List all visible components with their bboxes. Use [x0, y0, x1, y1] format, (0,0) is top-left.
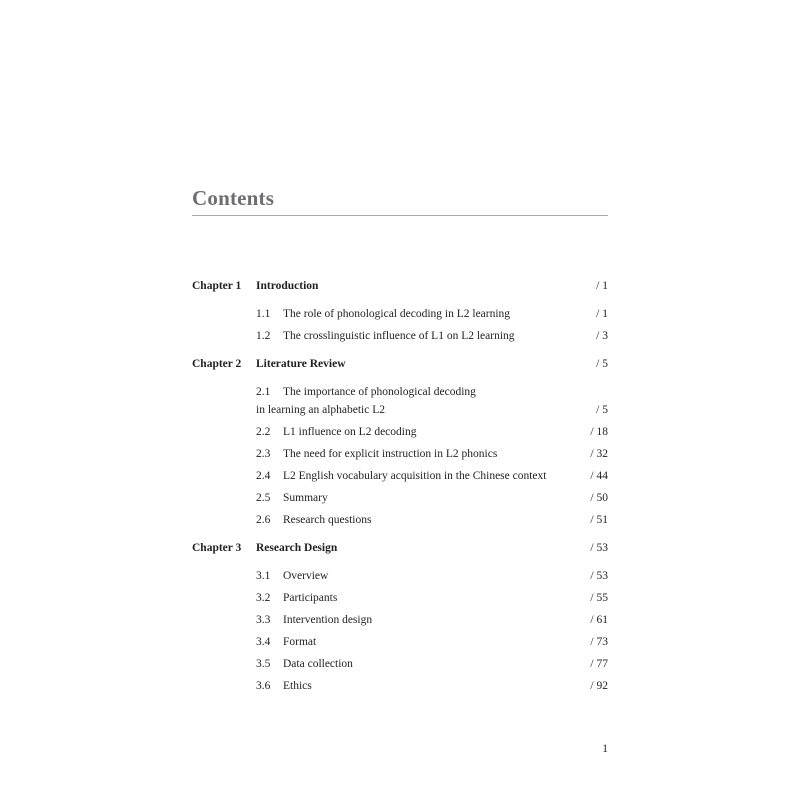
toc-section-2-1-continued[interactable] — [192, 402, 608, 418]
page-ref: / 5 — [596, 404, 608, 416]
page-ref: / 32 — [590, 448, 608, 460]
toc-chapter-3[interactable] — [192, 540, 608, 556]
section-number: 2.5 — [256, 492, 271, 504]
page-ref: / 55 — [590, 592, 608, 604]
toc-section-2-2[interactable] — [192, 424, 608, 440]
toc-section-3-3[interactable] — [192, 612, 608, 628]
section-title: Research questions — [283, 514, 372, 526]
heading-rule — [192, 215, 608, 216]
section-title: The role of phonological decoding in L2 learning — [283, 308, 511, 320]
section-title: L1 influence on L2 decoding — [283, 426, 417, 438]
section-title: Summary — [283, 492, 328, 504]
section-title-continued: in learning an alphabetic L2 — [256, 404, 386, 416]
section-number: 2.1 — [256, 386, 271, 398]
section-title: L2 English vocabulary acquisition in the Chinese context — [283, 470, 547, 482]
section-number: 2.4 — [256, 470, 271, 482]
page-ref: / 44 — [590, 470, 608, 482]
chapter-title: Research Design — [256, 542, 338, 554]
section-number: 2.2 — [256, 426, 271, 438]
page-number: 1 — [602, 743, 608, 755]
page-ref: / 77 — [590, 658, 608, 670]
section-number: 2.3 — [256, 448, 271, 460]
page-ref: / 1 — [596, 308, 608, 320]
section-number: 3.4 — [256, 636, 271, 648]
section-number: 3.5 — [256, 658, 271, 670]
toc-section-2-5[interactable] — [192, 490, 608, 506]
toc-section-3-2[interactable] — [192, 590, 608, 606]
chapter-label: Chapter 3 — [192, 542, 242, 554]
page-ref: / 73 — [590, 636, 608, 648]
section-title: Participants — [283, 592, 338, 604]
chapter-label: Chapter 1 — [192, 280, 242, 292]
section-number: 1.1 — [256, 308, 271, 320]
toc-section-1-1[interactable] — [192, 306, 608, 322]
page-ref: / 53 — [590, 542, 608, 554]
page-ref: / 1 — [596, 280, 608, 292]
toc-section-2-6[interactable] — [192, 512, 608, 528]
section-number: 1.2 — [256, 330, 271, 342]
toc-section-3-6[interactable] — [192, 678, 608, 694]
page-ref: / 51 — [590, 514, 608, 526]
page-ref: / 53 — [590, 570, 608, 582]
chapter-title: Literature Review — [256, 358, 346, 370]
section-number: 3.2 — [256, 592, 271, 604]
section-title: The need for explicit instruction in L2 phonics — [283, 448, 498, 460]
toc-section-1-2[interactable] — [192, 328, 608, 344]
section-number: 3.6 — [256, 680, 271, 692]
section-title: Format — [283, 636, 317, 648]
page-ref: / 3 — [596, 330, 608, 342]
section-title: Data collection — [283, 658, 353, 670]
toc-section-3-5[interactable] — [192, 656, 608, 672]
section-title: The importance of phonological decoding — [283, 386, 476, 398]
section-title: Ethics — [283, 680, 312, 692]
chapter-label: Chapter 2 — [192, 358, 242, 370]
page-ref: / 92 — [590, 680, 608, 692]
page-ref: / 61 — [590, 614, 608, 626]
toc-section-3-1[interactable] — [192, 568, 608, 584]
toc-section-2-4[interactable] — [192, 468, 608, 484]
section-title: The crosslinguistic influence of L1 on L2 learning — [283, 330, 515, 342]
page-ref: / 50 — [590, 492, 608, 504]
toc-section-2-3[interactable] — [192, 446, 608, 462]
section-number: 2.6 — [256, 514, 271, 526]
section-number: 3.1 — [256, 570, 271, 582]
toc-chapter-1[interactable] — [192, 278, 608, 294]
page-ref: / 5 — [596, 358, 608, 370]
section-title: Overview — [283, 570, 329, 582]
section-number: 3.3 — [256, 614, 271, 626]
section-title: Intervention design — [283, 614, 373, 626]
toc-section-3-4[interactable] — [192, 634, 608, 650]
chapter-title: Introduction — [256, 280, 319, 292]
page-ref: / 18 — [590, 426, 608, 438]
toc-chapter-2[interactable] — [192, 356, 608, 372]
contents-heading: Contents — [192, 186, 275, 210]
toc-section-2-1[interactable] — [192, 384, 608, 400]
